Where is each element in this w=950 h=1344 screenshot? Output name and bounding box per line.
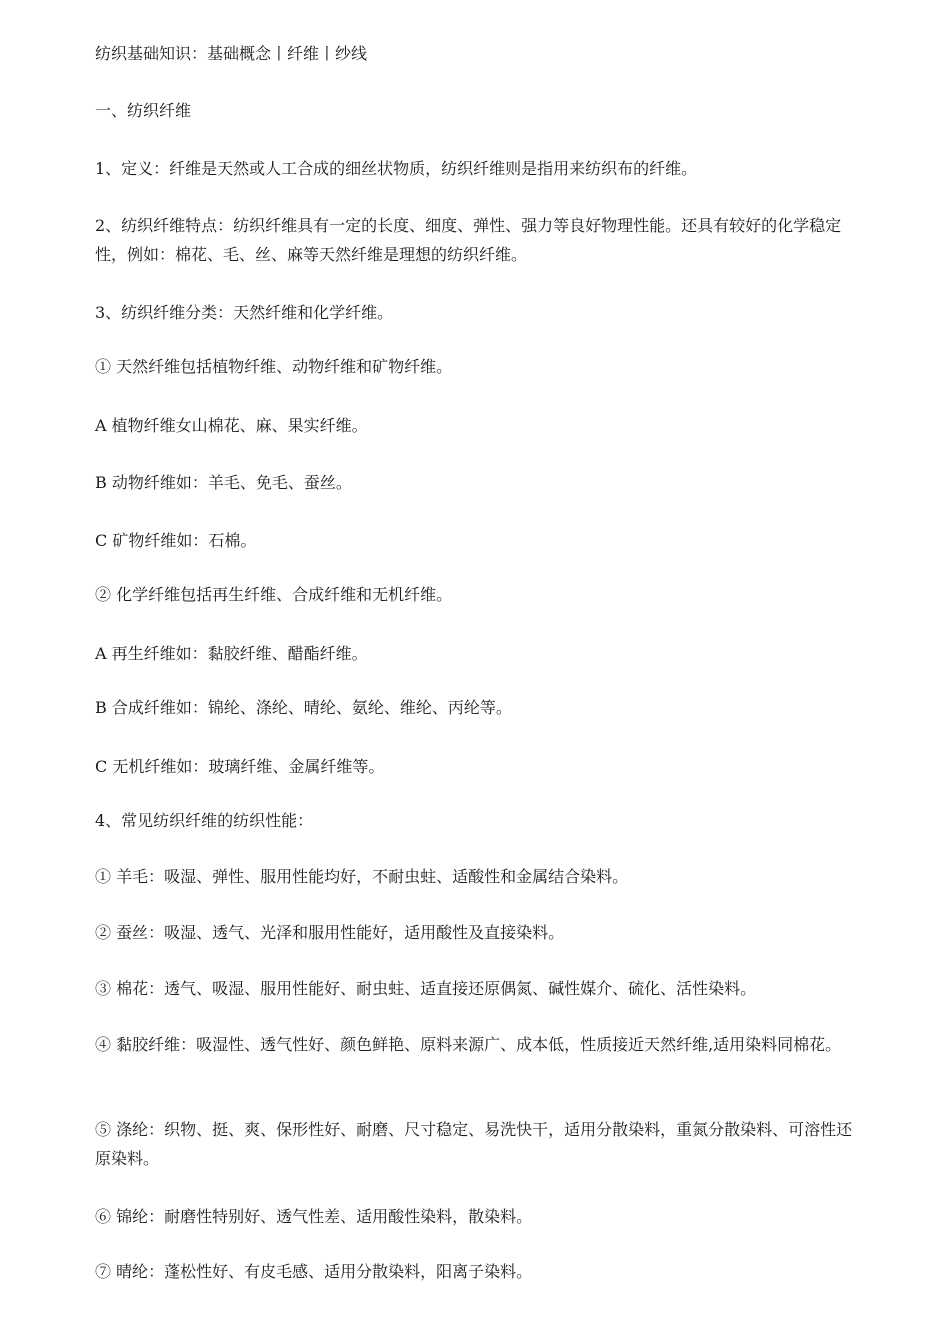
paragraph-properties-heading: 4、常见纺织纤维的纺织性能：	[95, 811, 314, 830]
paragraph-nylon: ⑥ 锦纶：耐磨性特别好、透气性差、适用酸性染料，散染料。	[95, 1207, 533, 1226]
paragraph-definition: 1、定义：纤维是天然或人工合成的细丝状物质，纺织纤维则是指用来纺织布的纤维。	[95, 159, 698, 178]
paragraph-plant-fibers: A 植物纤维女山棉花、麻、果实纤维。	[95, 416, 368, 435]
paragraph-classification: 3、纺织纤维分类：天然纤维和化学纤维。	[95, 303, 394, 322]
paragraph-polyester: ⑤ 涤纶：织物、挺、爽、保形性好、耐磨、尺寸稳定、易洗快干，适用分散染料，重氮分散染料、可溶性还原染料。	[95, 1120, 853, 1168]
document-title: 纺织基础知识：基础概念丨纤维丨纱线	[95, 44, 368, 63]
paragraph-regenerated-fibers: A 再生纤维如：黏胶纤维、醋酯纤维。	[95, 644, 368, 663]
section-heading-fibers: 一、纺织纤维	[95, 101, 192, 120]
paragraph-acrylic: ⑦ 晴纶：蓬松性好、有皮毛感、适用分散染料，阳离子染料。	[95, 1262, 533, 1281]
paragraph-chemical-fibers: ② 化学纤维包括再生纤维、合成纤维和无机纤维。	[95, 585, 453, 604]
paragraph-viscose: ④ 黏胶纤维：吸湿性、透气性好、颜色鲜艳、原料来源广、成本低，性质接近天然纤维,适用染料同棉花。	[95, 1035, 842, 1054]
paragraph-wool: ① 羊毛：吸湿、弹性、服用性能均好，不耐虫蛀、适酸性和金属结合染料。	[95, 867, 629, 886]
paragraph-animal-fibers: B 动物纤维如：羊毛、免毛、蚕丝。	[95, 473, 352, 492]
paragraph-silk: ② 蚕丝：吸湿、透气、光泽和服用性能好，适用酸性及直接染料。	[95, 923, 565, 942]
paragraph-inorganic-fibers: C 无机纤维如：玻璃纤维、金属纤维等。	[95, 757, 385, 776]
paragraph-characteristics: 2、纺织纤维特点：纺织纤维具有一定的长度、细度、弹性、强力等良好物理性能。还具有较好的化学稳定性，例如：棉花、毛、丝、麻等天然纤维是理想的纺织纤维。	[95, 216, 842, 264]
paragraph-natural-fibers: ① 天然纤维包括植物纤维、动物纤维和矿物纤维。	[95, 357, 453, 376]
paragraph-mineral-fibers: C 矿物纤维如：石棉。	[95, 531, 257, 550]
paragraph-synthetic-fibers: B 合成纤维如：锦纶、涤纶、晴纶、氨纶、维纶、丙纶等。	[95, 698, 512, 717]
paragraph-cotton: ③ 棉花：透气、吸湿、服用性能好、耐虫蛀、适直接还原偶氮、碱性媒介、硫化、活性染料。	[95, 979, 757, 998]
